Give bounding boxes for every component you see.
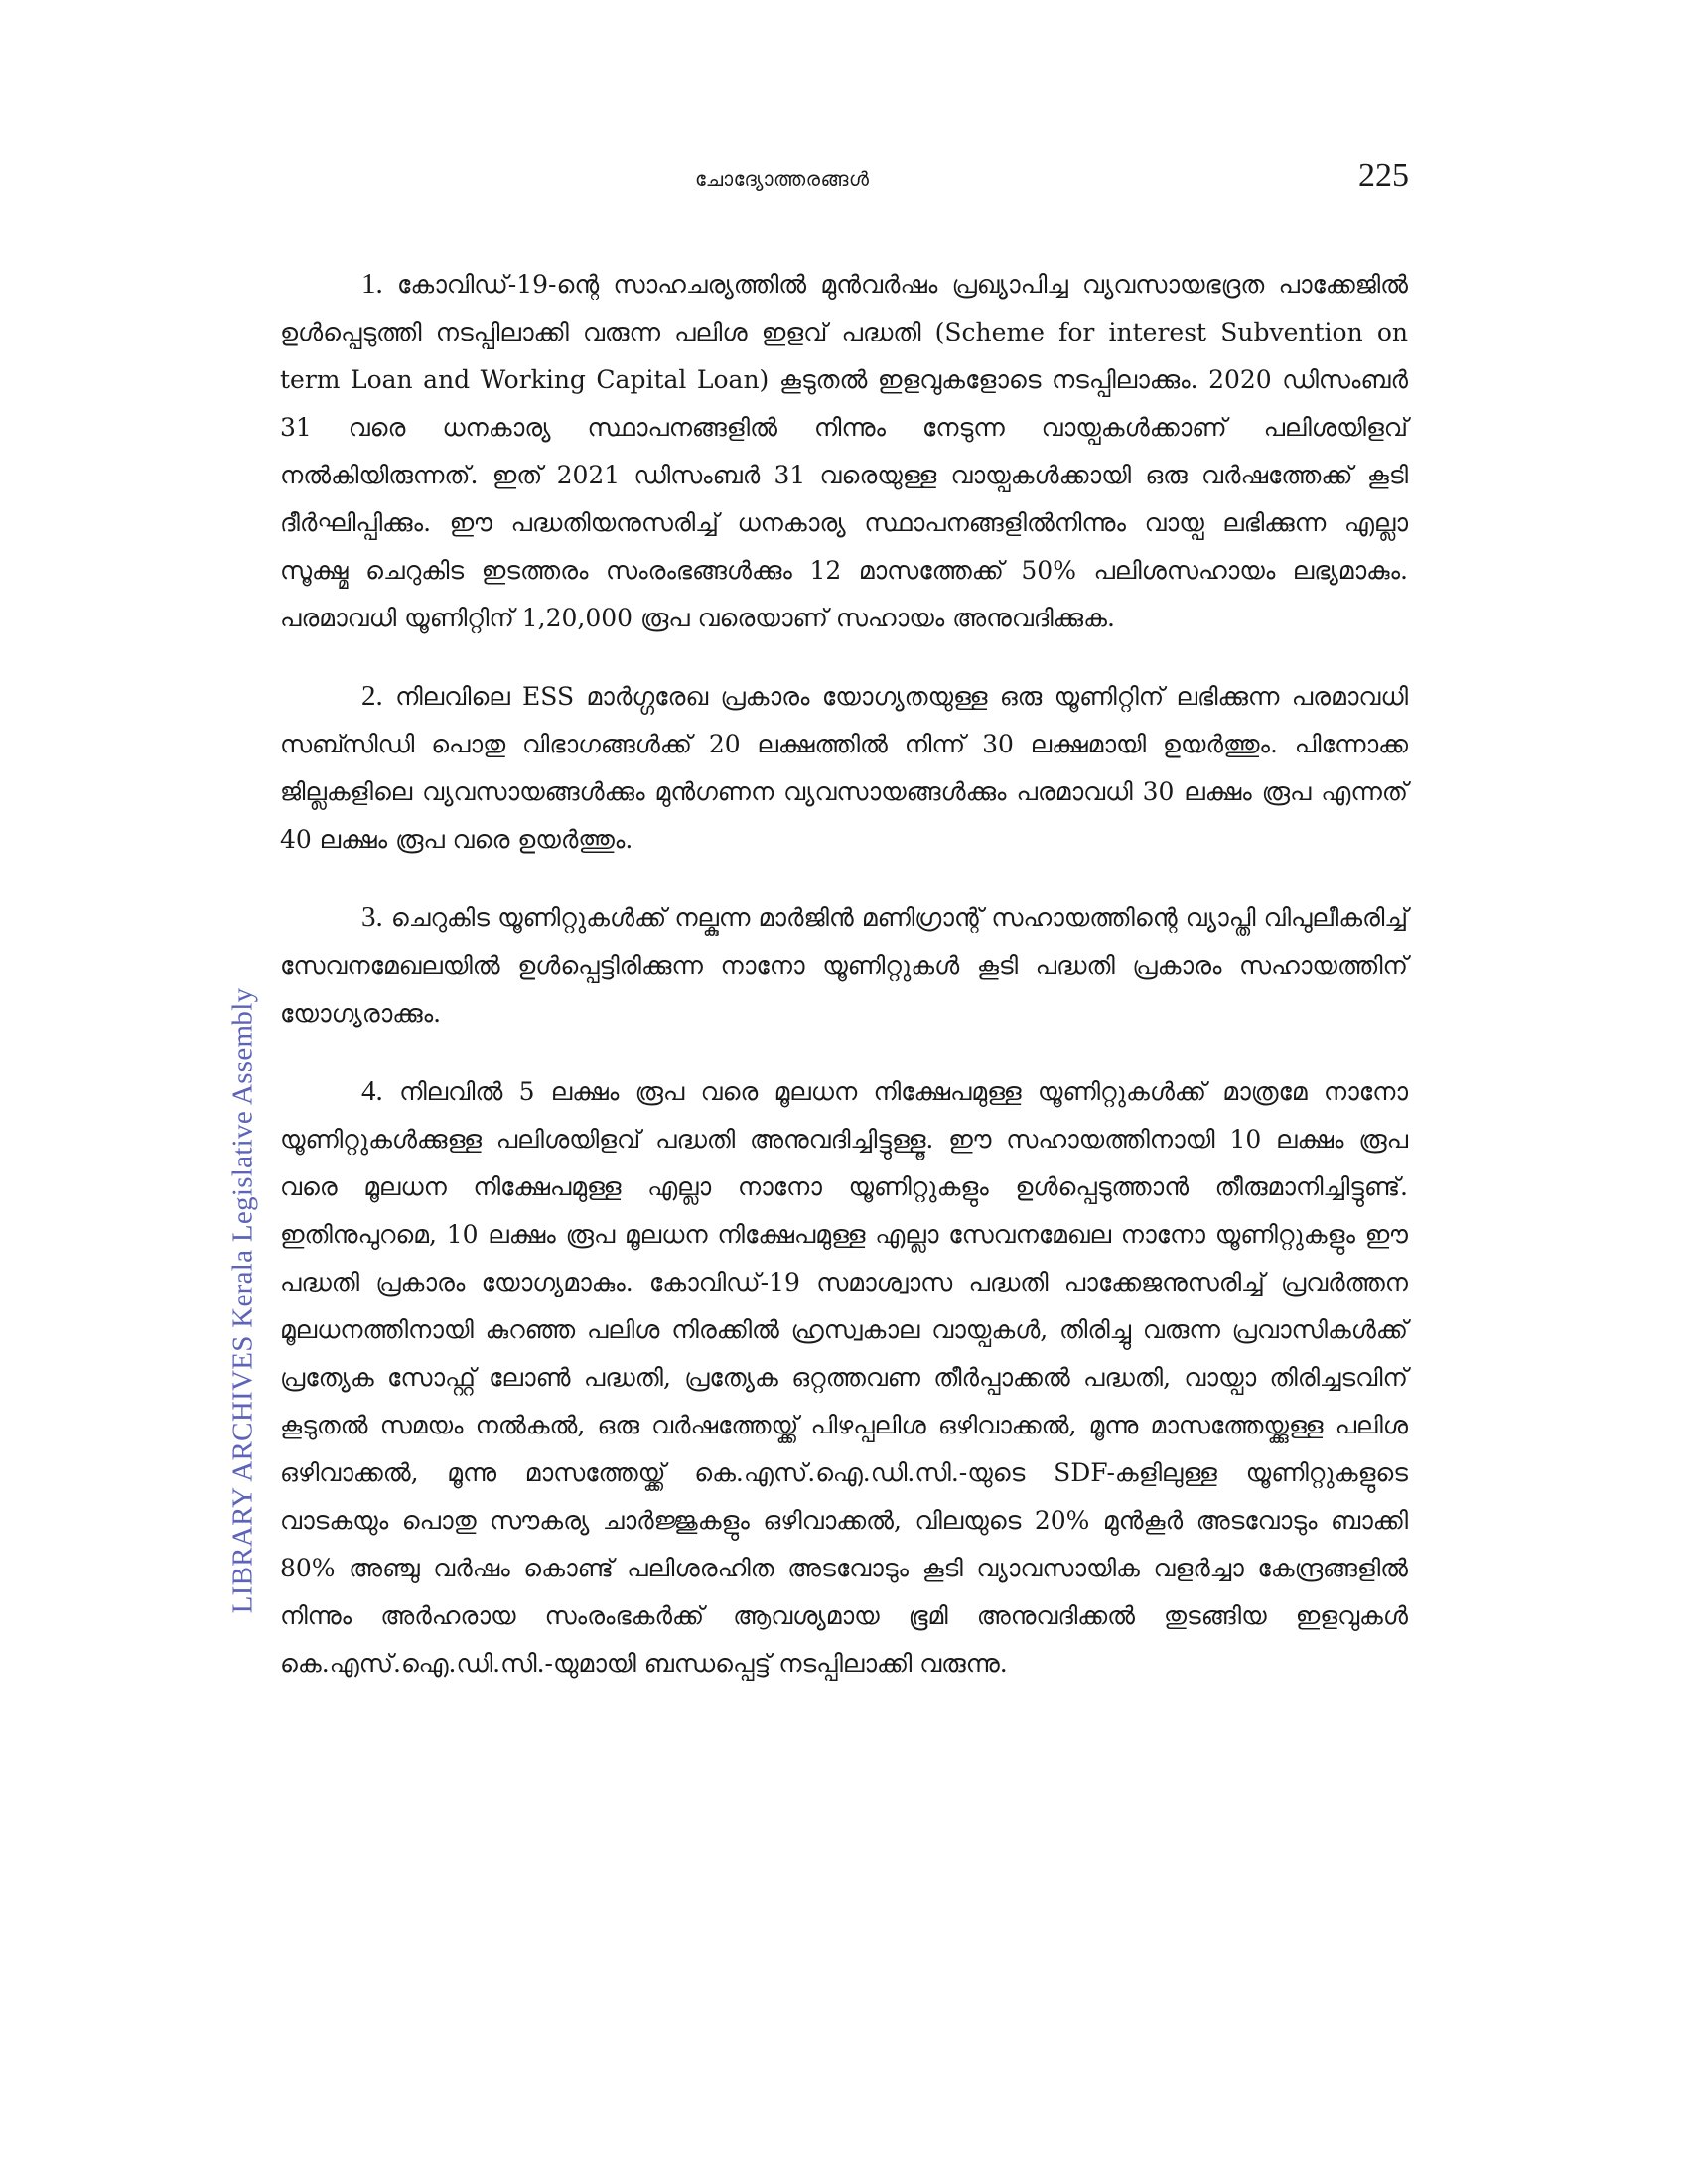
paragraph-number: 1. bbox=[361, 268, 383, 300]
paragraph-number: 3. bbox=[361, 901, 383, 933]
archive-watermark: LIBRARY ARCHIVES Kerala Legislative Assembly bbox=[226, 987, 259, 1614]
paragraph-text: ചെറുകിട യൂണിറ്റുകൾക്ക് നല്കുന്ന മാർജിൻ മണിഗ്രാന്റ് സഹായത്തിന്റെ വ്യാപ്തി വിപുലീകരിച്ച് സേവനമേഖലയിൽ ഉൾപ്പെട്ടിരിക്കുന്ന നാനോ യൂണിറ്റുകൾ കൂടി പദ്ധതി പ്രകാരം സഹായത്തിന് യോഗ്യരാക്കും. bbox=[280, 903, 1408, 1027]
paragraph-1 bbox=[280, 260, 1408, 642]
document-body bbox=[280, 260, 1408, 1717]
paragraph-number: 2. bbox=[361, 680, 383, 712]
paragraph-3 bbox=[280, 893, 1408, 1037]
paragraph-text: നിലവിലെ ESS മാർഗ്ഗരേഖ പ്രകാരം യോഗ്യതയുള്ള ഒരു യൂണിറ്റിന് ലഭിക്കുന്ന പരമാവധി സബ്സിഡി പൊതു വിഭാഗങ്ങൾക്ക് 20 ലക്ഷത്തിൽ നിന്ന് 30 ലക്ഷമായി ഉയർത്തും. പിന്നോക്ക ജില്ലകളിലെ വ്യവസായങ്ങൾക്കും മുൻഗണന വ്യവസായങ്ങൾക്കും പരമാവധി 30 ലക്ഷം രൂപ എന്നത് 40 ലക്ഷം രൂപ വരെ ഉയർത്തും. bbox=[280, 682, 1408, 854]
paragraph-text: നിലവിൽ 5 ലക്ഷം രൂപ വരെ മൂലധന നിക്ഷേപമുള്ള യൂണിറ്റുകൾക്ക് മാത്രമേ നാനോ യൂണിറ്റുകൾക്കുള്ള പലിശയിളവ് പദ്ധതി അനുവദിച്ചിട്ടുള്ളൂ. ഈ സഹായത്തിനായി 10 ലക്ഷം രൂപ വരെ മൂലധന നിക്ഷേപമുള്ള എല്ലാ നാനോ യൂണിറ്റുകളും ഉൾപ്പെടുത്താൻ തീരുമാനിച്ചിട്ടുണ്ട്. ഇതിനുപുറമെ, 10 ലക്ഷം രൂപ മൂലധന നിക്ഷേപമുള്ള എല്ലാ സേവനമേഖല നാനോ യൂണിറ്റുകളും ഈ പദ്ധതി പ്രകാരം യോഗ്യമാകും. കോവിഡ്-19 സമാശ്വാസ പദ്ധതി പാക്കേജനുസരിച്ച് പ്രവർത്തന മൂലധനത്തിനായി കുറഞ്ഞ പലിശ നിരക്കിൽ ഹ്രസ്വകാല വായ്പകൾ, തിരിച്ചു വരുന്ന പ്രവാസികൾക്ക് പ്രത്യേക സോഫ്റ്റ് ലോൺ പദ്ധതി, പ്രത്യേക ഒറ്റത്തവണ തീർപ്പാക്കൽ പദ്ധതി, വായ്പാ തിരിച്ചടവിന് കൂടുതൽ സമയം നൽകൽ, ഒരു വർഷത്തേയ്ക്ക് പിഴപ്പലിശ ഒഴിവാക്കൽ, മൂന്നു മാസത്തേയ്ക്കുള്ള പലിശ ഒഴിവാക്കൽ, മൂന്നു മാസത്തേയ്ക്ക് കെ.എസ്.ഐ.ഡി.സി.-യുടെ SDF-കളിലുള്ള യൂണിറ്റുകളുടെ വാടകയും പൊതു സൗകര്യ ചാർജ്ജുകളും ഒഴിവാക്കൽ, വിലയുടെ 20% മുൻകൂർ അടവോടും ബാക്കി 80% അഞ്ചു വർഷം കൊണ്ട് പലിശരഹിത അടവോടും കൂടി വ്യാവസായിക വളർച്ചാ കേന്ദ്രങ്ങളിൽ നിന്നും അർഹരായ സംരംഭകർക്ക് ആവശ്യമായ ഭൂമി അനുവദിക്കൽ തുടങ്ങിയ ഇളവുകൾ കെ.എസ്.ഐ.ഡി.സി.-യുമായി ബന്ധപ്പെട്ട് നടപ്പിലാക്കി വരുന്നു. bbox=[280, 1077, 1409, 1678]
paragraph-2 bbox=[280, 672, 1408, 864]
paragraph-4 bbox=[280, 1067, 1408, 1688]
page-number: 225 bbox=[1358, 157, 1409, 194]
paragraph-number: 4. bbox=[361, 1075, 383, 1107]
paragraph-text: കോവിഡ്-19-ന്റെ സാഹചര്യത്തിൽ മുൻവർഷം പ്രഖ്യാപിച്ച വ്യവസായഭദ്രത പാക്കേജിൽ ഉൾപ്പെടുത്തി നടപ്പിലാക്കി വരുന്ന പലിശ ഇളവ് പദ്ധതി (Scheme for interest Subvention on term Loan and Working Capital Loan) കൂടുതൽ ഇളവുകളോടെ നടപ്പിലാക്കും. 2020 ഡിസംബർ 31 വരെ ധനകാര്യ സ്ഥാപനങ്ങളിൽ നിന്നും നേടുന്ന വായ്പകൾക്കാണ് പലിശയിളവ് നൽകിയിരുന്നത്. ഇത് 2021 ഡിസംബർ 31 വരെയുള്ള വായ്പകൾക്കായി ഒരു വർഷത്തേക്ക് കൂടി ദീർഘിപ്പിക്കും. ഈ പദ്ധതിയനുസരിച്ച് ധനകാര്യ സ്ഥാപനങ്ങളിൽനിന്നും വായ്പ ലഭിക്കുന്ന എല്ലാ സൂക്ഷ്മ ചെറുകിട ഇടത്തരം സംരംഭങ്ങൾക്കും 12 മാസത്തേക്ക് 50% പലിശസഹായം ലഭ്യമാകും. പരമാവധി യൂണിറ്റിന് 1,20,000 രൂപ വരെയാണ് സഹായം അനുവദിക്കുക. bbox=[280, 270, 1409, 632]
running-header: ചോദ്യോത്തരങ്ങൾ bbox=[695, 167, 870, 191]
